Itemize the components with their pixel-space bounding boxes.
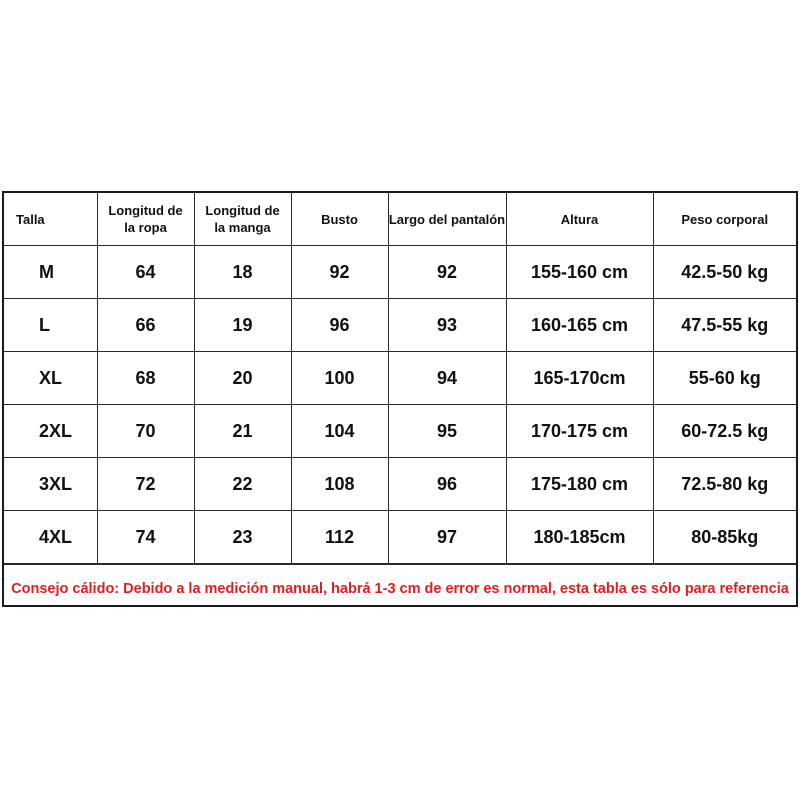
header-bust: Busto xyxy=(291,193,388,246)
pants-length-cell: 95 xyxy=(388,405,506,458)
table-row xyxy=(4,299,796,352)
height-cell: 160-165 cm xyxy=(506,299,653,352)
garment-length-cell: 64 xyxy=(97,246,194,299)
header-size: Talla xyxy=(4,193,97,246)
pants-length-cell: 93 xyxy=(388,299,506,352)
garment-length-cell: 66 xyxy=(97,299,194,352)
size-cell: M xyxy=(4,246,97,299)
height-cell: 180-185cm xyxy=(506,511,653,564)
sleeve-length-cell: 21 xyxy=(194,405,291,458)
header-body-weight: Peso corporal xyxy=(653,193,796,246)
weight-cell: 55-60 kg xyxy=(653,352,796,405)
weight-cell: 80-85kg xyxy=(653,511,796,564)
header-row xyxy=(4,193,796,246)
weight-cell: 60-72.5 kg xyxy=(653,405,796,458)
sleeve-length-cell: 22 xyxy=(194,458,291,511)
header-garment-length: Longitud de la ropa xyxy=(97,193,194,246)
weight-cell: 42.5-50 kg xyxy=(653,246,796,299)
bust-cell: 108 xyxy=(291,458,388,511)
size-table xyxy=(4,193,796,564)
bust-cell: 112 xyxy=(291,511,388,564)
sleeve-length-cell: 19 xyxy=(194,299,291,352)
size-cell: L xyxy=(4,299,97,352)
pants-length-cell: 94 xyxy=(388,352,506,405)
height-cell: 175-180 cm xyxy=(506,458,653,511)
table-row xyxy=(4,511,796,564)
size-cell: 3XL xyxy=(4,458,97,511)
size-cell: XL xyxy=(4,352,97,405)
pants-length-cell: 92 xyxy=(388,246,506,299)
note-row xyxy=(4,564,796,612)
table-row xyxy=(4,405,796,458)
pants-length-cell: 97 xyxy=(388,511,506,564)
bust-cell: 100 xyxy=(291,352,388,405)
bust-cell: 104 xyxy=(291,405,388,458)
garment-length-cell: 72 xyxy=(97,458,194,511)
sleeve-length-cell: 18 xyxy=(194,246,291,299)
table-row xyxy=(4,352,796,405)
bust-cell: 92 xyxy=(291,246,388,299)
pants-length-cell: 96 xyxy=(388,458,506,511)
weight-cell: 72.5-80 kg xyxy=(653,458,796,511)
sleeve-length-cell: 23 xyxy=(194,511,291,564)
height-cell: 155-160 cm xyxy=(506,246,653,299)
weight-cell: 47.5-55 kg xyxy=(653,299,796,352)
height-cell: 165-170cm xyxy=(506,352,653,405)
table-row xyxy=(4,246,796,299)
bust-cell: 96 xyxy=(291,299,388,352)
garment-length-cell: 74 xyxy=(97,511,194,564)
table-row xyxy=(4,458,796,511)
header-sleeve-length: Longitud de la manga xyxy=(194,193,291,246)
header-height: Altura xyxy=(506,193,653,246)
sleeve-length-cell: 20 xyxy=(194,352,291,405)
garment-length-cell: 68 xyxy=(97,352,194,405)
size-cell: 4XL xyxy=(4,511,97,564)
header-pants-length: Largo del pantalón xyxy=(388,193,506,246)
size-chart xyxy=(2,191,798,607)
garment-length-cell: 70 xyxy=(97,405,194,458)
measurement-note: Consejo cálido: Debido a la medición manual, habrá 1-3 cm de error es normal, esta tabla es sólo para referencia xyxy=(11,580,789,597)
size-cell: 2XL xyxy=(4,405,97,458)
height-cell: 170-175 cm xyxy=(506,405,653,458)
